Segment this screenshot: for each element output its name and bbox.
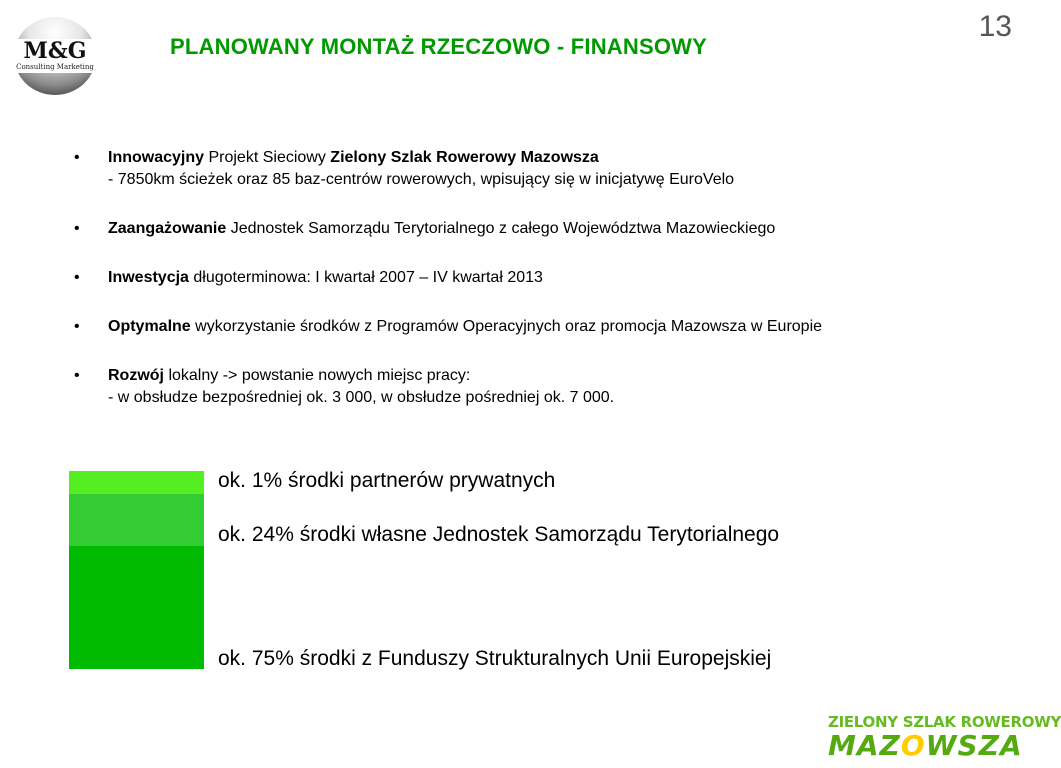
bullet-dot-icon: • bbox=[74, 220, 80, 237]
bullet-bold-project: Zielony Szlak Rowerowy Mazowsza bbox=[330, 149, 599, 166]
funding-label-eu-funds: ok. 75% środki z Funduszy Strukturalnych Unii Europejskiej bbox=[218, 647, 772, 670]
funding-label-private: ok. 1% środki partnerów prywatnych bbox=[218, 469, 556, 492]
logo-main-text: M&G bbox=[23, 38, 87, 64]
logo-sub-text: Consulting Marketing bbox=[16, 63, 94, 71]
bullet-dot-icon: • bbox=[74, 318, 80, 335]
bullet-bold: Rozwój bbox=[108, 367, 164, 384]
brand-line1: ZIELONY SZLAK ROWEROWY bbox=[828, 713, 1061, 731]
zielony-szlak-logo bbox=[828, 713, 1061, 763]
bullet-bold: Optymalne bbox=[108, 318, 191, 335]
funding-stacked-bar bbox=[69, 471, 204, 669]
bullet-text: wykorzystanie środków z Programów Operacyjnych oraz promocja Mazowsza w Europie bbox=[190, 318, 823, 335]
funding-segment-local-government bbox=[69, 494, 204, 546]
bullet-subline: - 7850km ścieżek oraz 85 baz-centrów rowerowych, wpisujący się w inicjatywę EuroVelo bbox=[108, 171, 735, 188]
funding-label-local-government: ok. 24% środki własne Jednostek Samorządu Terytorialnego bbox=[218, 523, 780, 546]
brand-line2-a: MAZ bbox=[828, 729, 901, 762]
bullet-item-optimal bbox=[72, 316, 1012, 338]
bullet-subline: - w obsłudze bezpośredniej ok. 3 000, w obsłudze pośredniej ok. 7 000. bbox=[108, 389, 615, 406]
bullet-bold: Innowacyjny bbox=[108, 149, 205, 166]
bullet-text: lokalny -> powstanie nowych miejsc pracy: bbox=[164, 367, 471, 384]
bullet-item-development bbox=[72, 365, 1012, 409]
brand-line2-b: WSZA bbox=[925, 729, 1023, 762]
bullet-item-engagement bbox=[72, 218, 1012, 240]
mg-logo bbox=[14, 17, 96, 95]
bullet-list bbox=[72, 147, 1012, 436]
bullet-text: długoterminowa: I kwartał 2007 – IV kwartał 2013 bbox=[188, 269, 543, 286]
slide-title: PLANOWANY MONTAŻ RZECZOWO - FINANSOWY bbox=[170, 34, 707, 59]
bullet-bold: Inwestycja bbox=[108, 269, 189, 286]
bullet-dot-icon: • bbox=[74, 269, 80, 286]
bullet-dot-icon: • bbox=[74, 149, 80, 166]
funding-segment-private bbox=[69, 471, 204, 494]
page-number: 13 bbox=[978, 10, 1012, 43]
bullet-item-innovation bbox=[72, 147, 1012, 191]
bullet-bold: Zaangażowanie bbox=[108, 220, 227, 237]
bullet-item-investment bbox=[72, 267, 1012, 289]
brand-line2 bbox=[828, 729, 1023, 762]
funding-segment-eu-funds bbox=[69, 546, 204, 669]
bullet-text: Jednostek Samorządu Terytorialnego z całego Województwa Mazowieckiego bbox=[226, 220, 776, 237]
bullet-text: Projekt Sieciowy bbox=[204, 149, 331, 166]
bullet-dot-icon: • bbox=[74, 367, 80, 384]
sun-icon: O bbox=[900, 729, 926, 762]
